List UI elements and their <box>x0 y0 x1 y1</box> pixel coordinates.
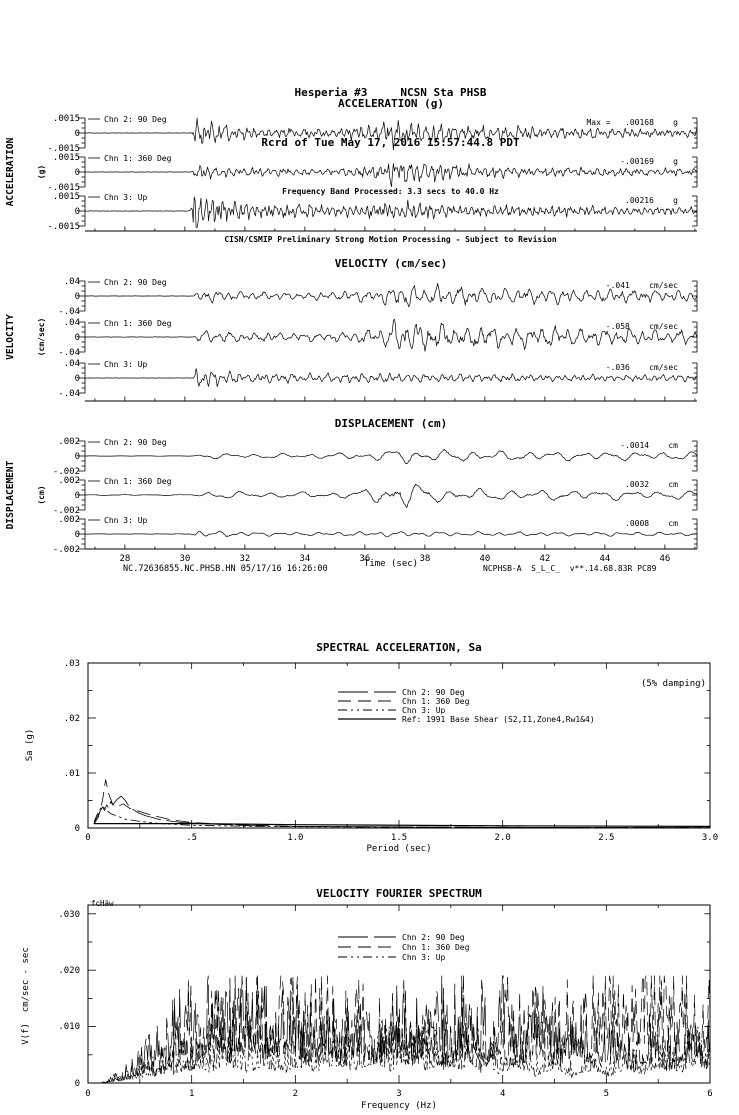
fourier-xtick-label: 1 <box>188 1089 195 1099</box>
sa-legend-label: Chn 3: Up <box>402 706 446 715</box>
time-tick-label: 42 <box>539 554 551 564</box>
time-tick-label: 44 <box>599 554 611 564</box>
acceleration-title: ACCELERATION (g) <box>338 97 444 110</box>
acceleration-channel-label: Chn 3: Up <box>104 193 148 202</box>
sa-xaxis-label: Period (sec) <box>366 844 432 854</box>
ytick-label: .04 <box>63 277 80 287</box>
record-datetime: Rcrd of Tue May 17, 2016 15:57:44.8 PDT <box>261 136 520 149</box>
time-tick-label: 38 <box>419 554 431 564</box>
sa-curve <box>94 796 710 828</box>
fourier-xtick-label: 5 <box>603 1089 610 1099</box>
acceleration-axis-units: (g) <box>37 164 46 180</box>
velocity-channel-label: Chn 2: 90 Deg <box>104 278 167 287</box>
sa-ytick-label: .02 <box>63 714 80 724</box>
ytick-label: -.002 <box>52 545 80 555</box>
ytick-label: -.04 <box>58 307 80 317</box>
fourier-spectrum-curve <box>88 976 710 1083</box>
velocity-title: VELOCITY (cm/sec) <box>334 257 448 270</box>
ytick-label: .002 <box>58 437 80 447</box>
ytick-label: 0 <box>74 207 80 217</box>
ytick-label: .0015 <box>52 192 80 202</box>
ytick-label: .04 <box>63 359 80 369</box>
footer-processing-id: NCPHSB-A S_L_C_ v**.14.68.83R PC89 <box>483 564 657 573</box>
fourier-ytick-label: 0 <box>74 1079 80 1089</box>
time-tick-label: 28 <box>119 554 131 564</box>
fourier-xtick-label: 6 <box>707 1089 713 1099</box>
ytick-label: 0 <box>74 530 80 540</box>
frequency-band-note: Frequency Band Processed: 3.3 secs to 40.0 Hz <box>282 187 499 196</box>
velocity-channel-label: Chn 1: 360 Deg <box>104 319 172 328</box>
ytick-label: -.0015 <box>47 222 80 232</box>
fourier-ytick-label: .010 <box>58 1022 80 1032</box>
displacement-channel-label: Chn 2: 90 Deg <box>104 438 167 447</box>
time-tick-label: 32 <box>239 554 251 564</box>
sa-damping-note: (5% damping) <box>640 679 706 689</box>
acceleration-max-value: Max = .00168 g <box>586 118 678 127</box>
fourier-legend-label: Chn 2: 90 Deg <box>402 933 465 942</box>
sa-xtick-label: 1.5 <box>390 833 408 843</box>
displacement-channel-label: Chn 3: Up <box>104 516 148 525</box>
fourier-legend-label: Chn 1: 360 Deg <box>402 943 470 952</box>
ytick-label: 0 <box>74 129 80 139</box>
displacement-axis-label: DISPLACEMENT <box>5 460 16 530</box>
time-axis-label: Time (sec) <box>363 559 419 569</box>
fourier-legend-label: Chn 3: Up <box>402 953 446 962</box>
sa-ytick-label: .01 <box>63 769 80 779</box>
fourier-xtick-label: 3 <box>396 1089 402 1099</box>
fourier-title: VELOCITY FOURIER SPECTRUM <box>316 887 482 900</box>
sa-xtick-label: .5 <box>186 833 198 843</box>
sa-title: SPECTRAL ACCELERATION, Sa <box>316 641 482 654</box>
ytick-label: -.04 <box>58 348 80 358</box>
ytick-label: -.002 <box>52 506 80 516</box>
ytick-label: -.0015 <box>47 144 80 154</box>
ytick-label: .002 <box>58 476 80 486</box>
processing-disclaimer: CISN/CSMIP Preliminary Strong Motion Processing - Subject to Revision <box>224 235 557 244</box>
fourier-corner-note: fcHäw <box>91 899 114 908</box>
sa-legend-label: Chn 2: 90 Deg <box>402 688 465 697</box>
ytick-label: 0 <box>74 491 80 501</box>
fourier-xtick-label: 2 <box>292 1089 299 1099</box>
displacement-max-value: .0032 cm <box>625 480 678 489</box>
sa-legend-label: Chn 1: 360 Deg <box>402 697 470 706</box>
velocity-channel-label: Chn 3: Up <box>104 360 148 369</box>
velocity-max-value: -.058 cm/sec <box>605 322 678 331</box>
station-title: Hesperia #3 NCSN Sta PHSB <box>294 86 487 99</box>
displacement-waveform-trace <box>85 449 697 463</box>
sa-xtick-label: 2.0 <box>494 833 511 843</box>
acceleration-channel-label: Chn 1: 360 Deg <box>104 154 172 163</box>
ytick-label: -.04 <box>58 389 80 399</box>
fourier-xtick-label: 4 <box>499 1089 506 1099</box>
time-tick-label: 36 <box>359 554 371 564</box>
fourier-xtick-label: 0 <box>85 1089 91 1099</box>
sa-plot-frame <box>88 663 710 828</box>
ytick-label: -.002 <box>52 467 80 477</box>
velocity-axis-label: VELOCITY <box>5 314 16 360</box>
ytick-label: 0 <box>74 168 80 178</box>
fourier-xaxis-label: Frequency (Hz) <box>361 1101 437 1111</box>
velocity-axis-units: (cm/sec) <box>37 317 46 357</box>
acceleration-channel-label: Chn 2: 90 Deg <box>104 115 167 124</box>
fourier-yaxis-label: V(f) cm/sec - sec <box>21 947 31 1045</box>
ytick-label: .04 <box>63 318 80 328</box>
ytick-label: .0015 <box>52 153 80 163</box>
sa-xtick-label: 1.0 <box>287 833 304 843</box>
displacement-waveform-trace <box>85 531 697 537</box>
fourier-ytick-label: .030 <box>58 910 80 920</box>
displacement-max-value: .0008 cm <box>625 519 678 528</box>
ytick-label: 0 <box>74 452 80 462</box>
sa-xtick-label: 2.5 <box>598 833 615 843</box>
sa-curve <box>94 780 710 828</box>
ytick-label: .0015 <box>52 114 80 124</box>
sa-xtick-label: 3.0 <box>701 833 719 843</box>
sa-curve <box>94 806 710 828</box>
sa-legend-label: Ref: 1991 Base Shear (S2,I1,Zone4,Rw1&4) <box>402 715 595 724</box>
acceleration-max-value: .00216 g <box>625 196 678 205</box>
acceleration-axis-label: ACCELERATION <box>5 137 16 207</box>
displacement-waveform-trace <box>85 484 697 507</box>
velocity-max-value: -.041 cm/sec <box>605 281 678 290</box>
time-tick-label: 34 <box>299 554 311 564</box>
sa-xtick-label: 0 <box>85 833 91 843</box>
acceleration-max-value: -.00169 g <box>620 157 678 166</box>
sa-ytick-label: 0 <box>74 824 80 834</box>
displacement-channel-label: Chn 1: 360 Deg <box>104 477 172 486</box>
ytick-label: .002 <box>58 515 80 525</box>
ytick-label: -.0015 <box>47 183 80 193</box>
acceleration-waveform-trace <box>85 197 697 228</box>
fourier-ytick-label: .020 <box>58 966 80 976</box>
ytick-label: 0 <box>74 333 80 343</box>
displacement-axis-units: (cm) <box>37 485 46 505</box>
time-tick-label: 30 <box>179 554 191 564</box>
velocity-max-value: -.036 cm/sec <box>605 363 678 372</box>
time-tick-label: 46 <box>659 554 671 564</box>
sa-yaxis-label: Sa (g) <box>25 728 35 762</box>
displacement-title: DISPLACEMENT (cm) <box>334 417 448 430</box>
sa-ytick-label: .03 <box>63 659 80 669</box>
acceleration-waveform-trace <box>85 163 697 186</box>
displacement-max-value: -.0014 cm <box>620 441 678 450</box>
ytick-label: 0 <box>74 374 80 384</box>
ytick-label: 0 <box>74 292 80 302</box>
time-tick-label: 40 <box>479 554 491 564</box>
footer-record-id: NC.72636855.NC.PHSB.HN 05/17/16 16:26:00 <box>123 564 328 574</box>
